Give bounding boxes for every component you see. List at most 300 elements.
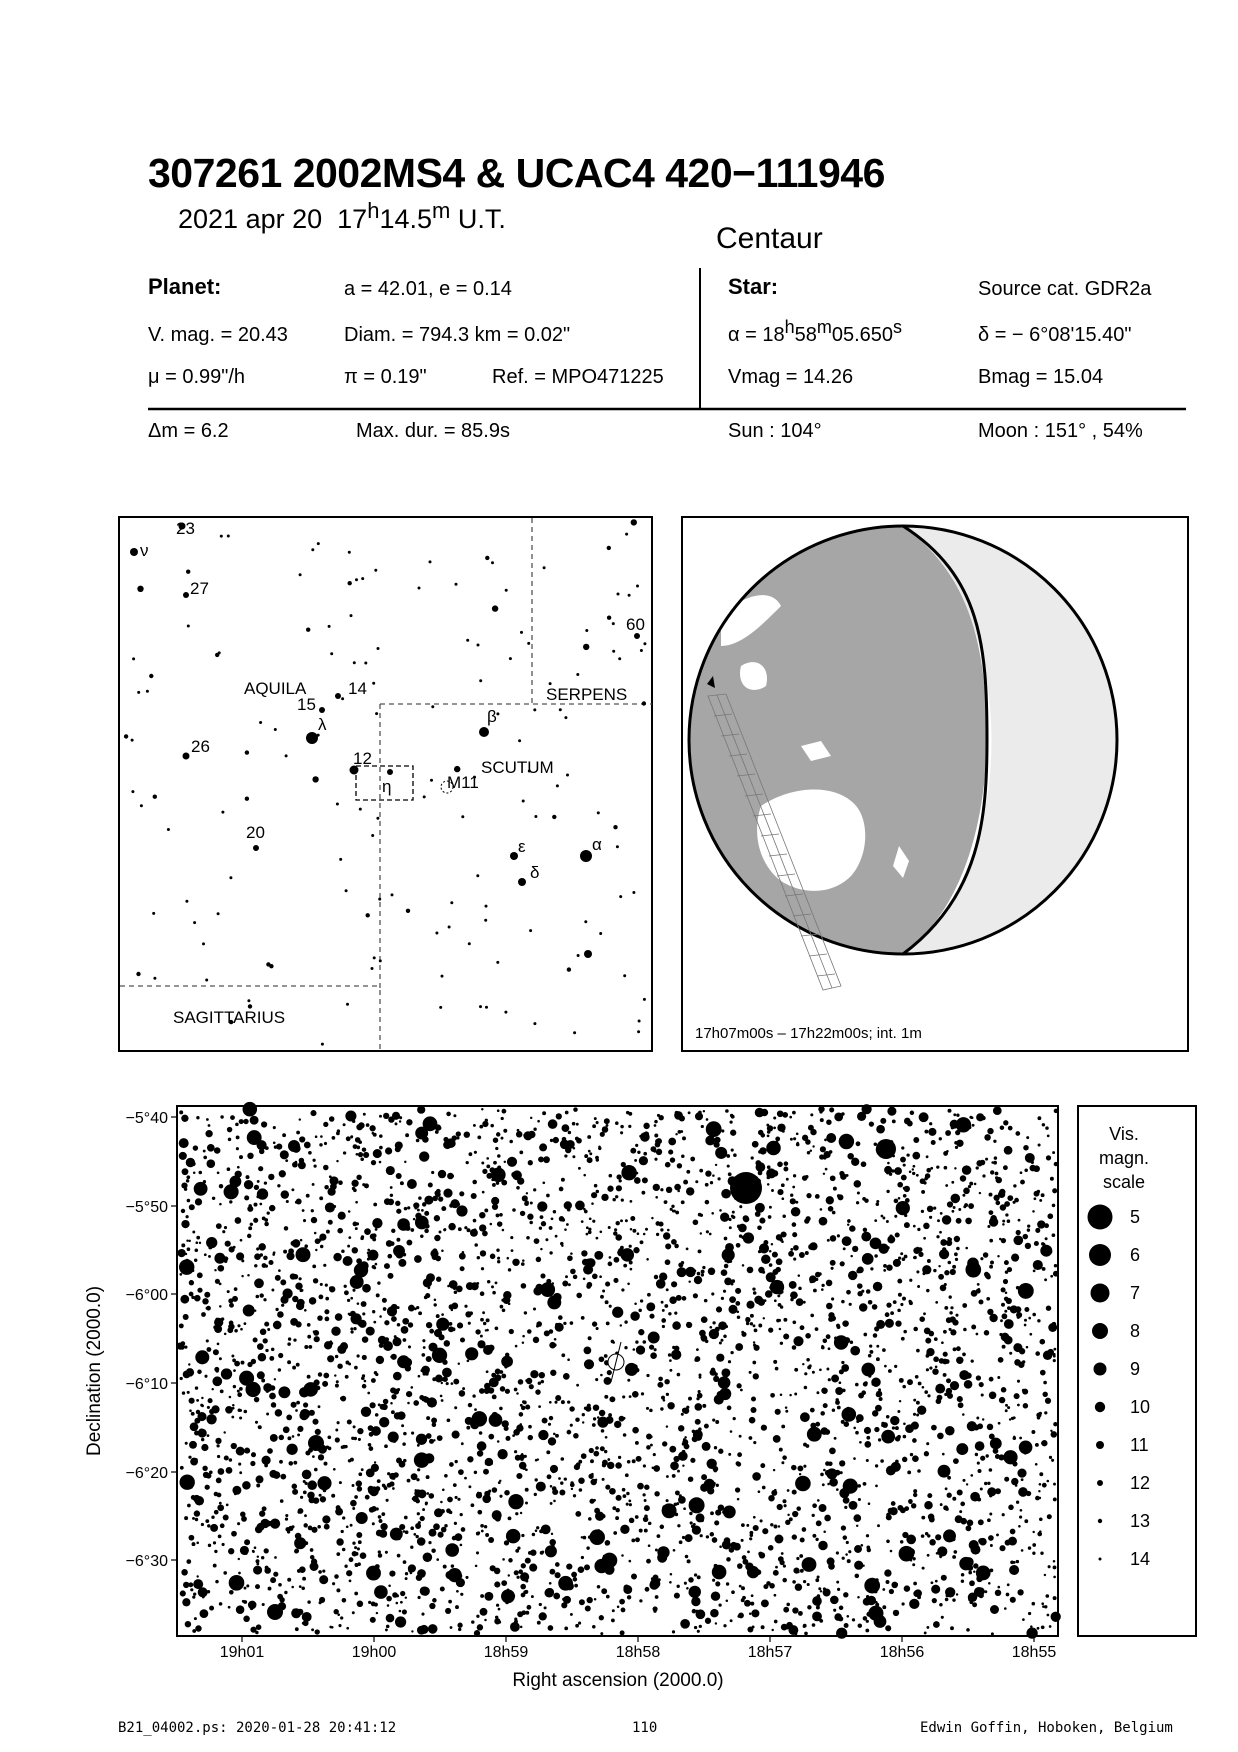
field-star (1039, 1530, 1042, 1533)
field-star (1011, 1254, 1019, 1262)
field-star (629, 1503, 632, 1506)
field-star (407, 1402, 410, 1405)
field-star (286, 1252, 294, 1260)
field-star (913, 1413, 916, 1416)
field-star (953, 1113, 956, 1116)
field-star (352, 1484, 355, 1487)
field-star (403, 1432, 407, 1436)
field-star (299, 1585, 302, 1588)
field-star (680, 1130, 683, 1133)
field-star (704, 1299, 708, 1303)
field-star (227, 1127, 232, 1132)
field-star (775, 1535, 784, 1544)
field-star (201, 1397, 203, 1399)
field-star (572, 1122, 576, 1126)
field-star (369, 1125, 375, 1131)
star-bmag: Bmag = 15.04 (978, 366, 1104, 388)
field-star (1001, 1287, 1006, 1292)
field-star (994, 1156, 997, 1159)
field-star (979, 1300, 984, 1305)
field-star (578, 1566, 585, 1573)
field-star (179, 1344, 185, 1350)
finder-star (628, 594, 631, 597)
field-star (893, 1259, 901, 1267)
field-star (223, 1571, 227, 1575)
field-star (207, 1144, 215, 1152)
field-star (701, 1270, 705, 1274)
field-star (845, 1239, 851, 1245)
field-star (350, 1275, 364, 1289)
field-star (967, 1219, 970, 1222)
field-star (428, 1624, 438, 1634)
field-star (680, 1619, 690, 1629)
field-star (436, 1558, 439, 1561)
field-star (657, 1382, 663, 1388)
field-star (825, 1168, 828, 1171)
field-star (812, 1371, 815, 1374)
finder-star (371, 834, 374, 837)
field-star (407, 1179, 417, 1189)
field-star (189, 1398, 195, 1404)
finder-star (613, 825, 617, 829)
field-star (197, 1288, 202, 1293)
field-star (696, 1397, 699, 1400)
finder-star (346, 1003, 349, 1006)
field-star (246, 1175, 250, 1179)
field-star (207, 1434, 210, 1437)
field-star (252, 1360, 255, 1363)
field-star (453, 1483, 457, 1487)
field-star (319, 1196, 323, 1200)
field-star (968, 1597, 973, 1602)
field-star (260, 1253, 264, 1257)
field-star (254, 1397, 259, 1402)
field-star (477, 1510, 482, 1515)
field-star (244, 1448, 250, 1454)
field-star (952, 1196, 957, 1201)
field-star (1040, 1552, 1043, 1555)
field-star (699, 1330, 706, 1337)
field-star (644, 1529, 648, 1533)
field-star (432, 1598, 437, 1603)
field-star (639, 1529, 643, 1533)
field-star (379, 1343, 384, 1348)
field-star (499, 1495, 502, 1498)
field-star (989, 1210, 994, 1215)
field-star (303, 1491, 307, 1495)
field-star (666, 1425, 668, 1427)
field-star (639, 1135, 642, 1138)
field-star (570, 1252, 573, 1255)
field-star (603, 1555, 606, 1558)
field-star (278, 1368, 281, 1371)
field-star (286, 1200, 289, 1203)
field-star (682, 1136, 686, 1140)
field-star (461, 1442, 464, 1445)
field-star (719, 1209, 722, 1212)
field-star (567, 1400, 570, 1403)
field-star (233, 1246, 236, 1249)
field-star (894, 1365, 897, 1368)
field-star (354, 1546, 357, 1549)
field-star (444, 1340, 450, 1346)
field-star (501, 1356, 513, 1368)
field-star (830, 1316, 836, 1322)
field-star (628, 1125, 631, 1128)
field-star (581, 1220, 584, 1223)
field-star (543, 1156, 550, 1163)
field-star (387, 1604, 390, 1607)
field-star (730, 1430, 733, 1433)
field-star (1034, 1197, 1037, 1200)
field-star (474, 1471, 477, 1474)
field-star (295, 1409, 298, 1412)
field-star (314, 1379, 320, 1385)
field-star (547, 1474, 552, 1479)
field-star (753, 1516, 756, 1519)
field-star (758, 1171, 763, 1176)
field-star (1003, 1279, 1008, 1284)
field-star (600, 1561, 603, 1564)
field-star (792, 1490, 797, 1495)
field-star (402, 1609, 407, 1614)
field-star (307, 1480, 317, 1490)
field-star (575, 1137, 579, 1141)
field-star (495, 1281, 498, 1284)
field-star (184, 1516, 188, 1520)
field-star (754, 1345, 760, 1351)
field-star (997, 1586, 1000, 1589)
field-star (842, 1557, 845, 1560)
field-star (373, 1149, 382, 1158)
field-star (990, 1261, 994, 1265)
field-star (803, 1414, 807, 1418)
field-star (240, 1328, 243, 1331)
field-star (725, 1109, 729, 1113)
field-star (481, 1267, 484, 1270)
field-star (1004, 1336, 1013, 1345)
detail-plot-frame (177, 1106, 1058, 1636)
field-star (773, 1435, 781, 1443)
field-star (614, 1228, 617, 1231)
field-star (273, 1126, 276, 1129)
finder-star (137, 691, 140, 694)
field-star (820, 1146, 826, 1152)
field-star (373, 1266, 376, 1269)
field-star (916, 1414, 919, 1417)
field-star (357, 1486, 362, 1491)
field-star (454, 1522, 457, 1525)
field-star (939, 1555, 942, 1558)
field-star (759, 1147, 766, 1154)
field-star (369, 1507, 375, 1513)
field-star (655, 1139, 660, 1144)
field-star (789, 1116, 792, 1119)
finder-star (348, 551, 351, 554)
field-star (959, 1510, 962, 1513)
field-star (894, 1215, 897, 1218)
field-star (553, 1210, 556, 1213)
field-star (1018, 1219, 1021, 1222)
field-star (1044, 1223, 1049, 1228)
field-star (855, 1431, 859, 1435)
field-star (204, 1375, 207, 1378)
field-star (900, 1507, 906, 1513)
field-star (937, 1395, 943, 1401)
field-star (882, 1217, 885, 1220)
field-star (483, 1345, 493, 1355)
field-star (615, 1195, 618, 1198)
field-star (462, 1387, 465, 1390)
x-tick: 18h59 (483, 1644, 529, 1661)
finder-star (373, 956, 376, 959)
field-star (798, 1611, 803, 1616)
field-star (895, 1320, 901, 1326)
field-star (925, 1338, 931, 1344)
field-star (711, 1125, 714, 1128)
field-star (240, 1512, 246, 1518)
field-star (426, 1416, 430, 1420)
field-star (796, 1132, 799, 1135)
field-star (302, 1577, 306, 1581)
field-star (383, 1113, 389, 1119)
field-star (362, 1384, 367, 1389)
field-star (519, 1412, 524, 1417)
field-star (354, 1366, 358, 1370)
field-star (719, 1545, 722, 1548)
field-star (481, 1530, 484, 1533)
field-star (512, 1594, 515, 1597)
field-star (377, 1281, 380, 1284)
field-star (273, 1141, 276, 1144)
field-star (988, 1582, 991, 1585)
field-star (937, 1433, 944, 1440)
field-star (495, 1368, 501, 1374)
field-star (218, 1535, 222, 1539)
field-star (369, 1402, 375, 1408)
field-star (318, 1570, 322, 1574)
field-star (393, 1245, 405, 1257)
field-star (396, 1458, 402, 1464)
field-star (476, 1551, 479, 1554)
field-star (460, 1266, 465, 1271)
field-star (849, 1501, 858, 1510)
field-star (613, 1531, 617, 1535)
field-star (752, 1472, 761, 1481)
field-star (423, 1346, 426, 1349)
field-star (871, 1377, 880, 1386)
field-star (897, 1279, 902, 1284)
finder-star (623, 974, 626, 977)
field-star (189, 1441, 197, 1449)
field-star (528, 1551, 532, 1555)
field-star (656, 1233, 659, 1236)
field-star (792, 1232, 797, 1237)
field-star (899, 1546, 915, 1562)
field-star (886, 1415, 890, 1419)
field-star (540, 1273, 545, 1278)
field-star (827, 1483, 830, 1486)
field-star (779, 1281, 782, 1284)
field-star (634, 1303, 637, 1306)
field-star (718, 1449, 723, 1454)
field-star (186, 1239, 188, 1241)
field-star (475, 1329, 480, 1334)
field-star (772, 1170, 779, 1177)
field-star (817, 1594, 821, 1598)
finder-star (556, 784, 559, 787)
field-star (205, 1519, 209, 1523)
field-star (1000, 1319, 1003, 1322)
field-star (338, 1212, 346, 1220)
field-star (821, 1427, 829, 1435)
field-star (564, 1477, 567, 1480)
field-star (716, 1354, 724, 1362)
label-27: 27 (190, 579, 209, 598)
field-star (468, 1322, 471, 1325)
field-star (521, 1563, 526, 1568)
field-star (313, 1164, 316, 1167)
field-star (898, 1197, 901, 1200)
field-star (247, 1153, 253, 1159)
field-star (986, 1454, 989, 1457)
field-star (564, 1154, 567, 1157)
field-star (815, 1327, 819, 1331)
field-star (700, 1232, 702, 1234)
field-star (959, 1557, 972, 1570)
field-star (612, 1198, 616, 1202)
field-star (262, 1603, 265, 1606)
field-star (454, 1406, 457, 1409)
field-star (380, 1523, 387, 1530)
field-star (358, 1438, 361, 1441)
field-star (285, 1514, 288, 1517)
field-star (829, 1478, 838, 1487)
field-star (866, 1546, 870, 1550)
field-star (454, 1291, 458, 1295)
field-star (952, 1210, 955, 1213)
star-ra-hours-unit: h (784, 317, 795, 337)
field-star (572, 1155, 575, 1158)
field-star (189, 1535, 195, 1541)
field-star (417, 1444, 420, 1447)
field-star (512, 1208, 516, 1212)
field-star (774, 1594, 777, 1597)
finder-star (583, 644, 589, 650)
field-star (931, 1585, 940, 1594)
field-star (299, 1118, 301, 1120)
field-star (674, 1593, 680, 1599)
field-star (231, 1355, 234, 1358)
field-star (188, 1240, 190, 1242)
field-star (594, 1559, 608, 1573)
field-star (1005, 1404, 1008, 1407)
field-star (447, 1173, 454, 1180)
field-star (338, 1180, 343, 1185)
field-star (826, 1368, 829, 1371)
field-star (520, 1211, 525, 1216)
field-star (679, 1540, 683, 1544)
field-star (477, 1450, 483, 1456)
field-star (410, 1546, 413, 1549)
field-star (205, 1130, 212, 1137)
field-star (715, 1622, 717, 1624)
field-star (1047, 1213, 1053, 1219)
field-star (497, 1260, 500, 1263)
field-star (831, 1267, 834, 1270)
field-star (950, 1120, 959, 1129)
field-star (327, 1355, 334, 1362)
field-star (916, 1174, 919, 1177)
field-star (590, 1459, 594, 1463)
field-star (689, 1512, 692, 1515)
field-star (537, 1458, 539, 1460)
field-star (913, 1137, 919, 1143)
finder-named-star (510, 852, 518, 860)
finder-star (149, 674, 153, 678)
field-star (767, 1176, 771, 1180)
field-star (668, 1138, 676, 1146)
field-star (956, 1443, 968, 1455)
field-star (516, 1392, 519, 1395)
field-star (859, 1303, 867, 1311)
field-star (844, 1506, 847, 1509)
field-star (490, 1254, 496, 1260)
field-star (218, 1468, 225, 1475)
field-star (530, 1202, 533, 1205)
field-star (333, 1205, 336, 1208)
field-star (469, 1348, 475, 1354)
field-star (544, 1606, 547, 1609)
field-star (194, 1510, 200, 1516)
field-star (270, 1519, 280, 1529)
field-star (714, 1137, 720, 1143)
field-star (239, 1119, 244, 1124)
field-star (666, 1475, 669, 1478)
field-star (866, 1459, 869, 1462)
finder-star (391, 893, 394, 896)
field-star (258, 1353, 267, 1362)
field-star (618, 1456, 621, 1459)
field-star (549, 1329, 554, 1334)
planet-motion: μ = 0.99"/h (148, 366, 246, 388)
field-star (876, 1202, 880, 1206)
field-star (520, 1457, 524, 1461)
bright-field-star (308, 1435, 324, 1451)
field-star (396, 1209, 401, 1214)
field-star (255, 1584, 260, 1589)
field-star (641, 1191, 645, 1195)
field-star (279, 1435, 284, 1440)
field-star (736, 1462, 741, 1467)
field-star (887, 1162, 890, 1165)
field-star (514, 1570, 519, 1575)
field-star (371, 1426, 381, 1436)
field-star (272, 1404, 276, 1408)
field-star (781, 1552, 784, 1555)
field-star (603, 1419, 606, 1422)
field-star (982, 1174, 985, 1177)
field-star (379, 1146, 383, 1150)
field-star (279, 1597, 285, 1603)
field-star (354, 1437, 357, 1440)
field-star (326, 1230, 330, 1234)
field-star (554, 1401, 557, 1404)
field-star (389, 1571, 395, 1577)
field-star (189, 1292, 194, 1297)
field-star (1007, 1406, 1010, 1409)
field-star (333, 1468, 336, 1471)
